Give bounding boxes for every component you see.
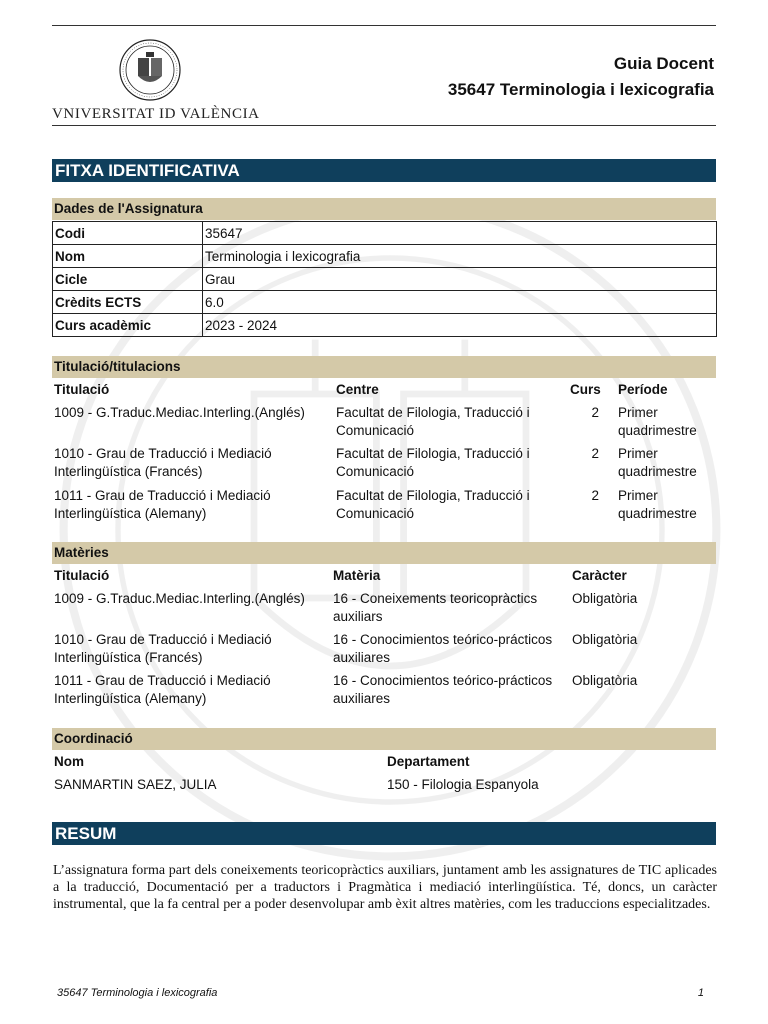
footer-page-number: 1 bbox=[697, 987, 704, 999]
curs-cell: 2 bbox=[591, 446, 599, 461]
titulacions-header: Titulació/titulacions bbox=[52, 356, 716, 378]
col-header-titulacio: Titulació bbox=[54, 568, 110, 583]
table-row bbox=[53, 314, 717, 337]
page-header bbox=[52, 26, 716, 125]
resum-text: L’assignatura forma part dels coneixements teoricopràctics auxiliars, juntament amb les assignatures de TIC aplicades a la traducció, Documentació per a traductors i Pragmàtica i mediació interlingüística. Té, doncs, un caràcter instrumental, que la fa central per a poder desenvolupar amb èxit altres matèries, com les traduccions especialitzades. bbox=[53, 863, 717, 912]
dades-key: Cicle bbox=[53, 268, 203, 291]
caracter-cell: Obligatòria bbox=[572, 591, 638, 606]
resum-bar: RESUM bbox=[52, 822, 716, 845]
col-header-curs: Curs bbox=[570, 382, 601, 397]
titulacio-cell: 1009 - G.Traduc.Mediac.Interling.(Anglés) bbox=[54, 405, 305, 420]
course-heading: 35647 Terminologia i lexicografia bbox=[447, 80, 714, 99]
table-row bbox=[53, 222, 717, 245]
table-row bbox=[53, 245, 717, 268]
curs-cell: 2 bbox=[591, 488, 599, 503]
col-header-caracter: Caràcter bbox=[572, 568, 627, 583]
dades-table bbox=[52, 221, 717, 337]
titulacio-cell: 1010 - Grau de Traducció i Mediació Interlingüística (Francés) bbox=[54, 446, 272, 479]
guide-title bbox=[448, 51, 714, 103]
materies-header: Matèries bbox=[52, 542, 716, 564]
coordinator-name: SANMARTIN SAEZ, JULIA bbox=[54, 777, 217, 792]
footer-course: 35647 Terminologia i lexicografia bbox=[57, 987, 218, 999]
caracter-cell: Obligatòria bbox=[572, 632, 638, 647]
col-header-titulacio: Titulació bbox=[54, 382, 110, 397]
coordinator-department: 150 - Filologia Espanyola bbox=[387, 777, 539, 792]
dades-value: Terminologia i lexicografia bbox=[203, 245, 717, 268]
dades-value: Grau bbox=[203, 268, 717, 291]
fitxa-identificativa-bar: FITXA IDENTIFICATIVA bbox=[52, 159, 716, 182]
dades-key: Nom bbox=[53, 245, 203, 268]
university-logo bbox=[52, 36, 260, 122]
periode-cell: Primer quadrimestre bbox=[618, 446, 697, 479]
university-name: VNIVERSITAT ID VALÈNCIA bbox=[52, 106, 260, 122]
col-header-materia: Matèria bbox=[333, 568, 381, 583]
titulacio-cell: 1009 - G.Traduc.Mediac.Interling.(Anglés) bbox=[54, 591, 305, 606]
titulacio-cell: 1011 - Grau de Traducció i Mediació Interlingüística (Alemany) bbox=[54, 488, 271, 521]
dades-key: Curs acadèmic bbox=[53, 314, 203, 337]
col-header-centre: Centre bbox=[336, 382, 379, 397]
col-header-periode: Període bbox=[618, 382, 668, 397]
col-header-departament: Departament bbox=[387, 754, 470, 769]
centre-cell: Facultat de Filologia, Traducció i Comunicació bbox=[336, 405, 530, 438]
dades-key: Codi bbox=[53, 222, 203, 245]
materia-cell: 16 - Conocimientos teórico-prácticos auxiliares bbox=[333, 673, 553, 706]
dades-value: 35647 bbox=[203, 222, 717, 245]
coordinacio-header: Coordinació bbox=[52, 728, 716, 750]
dades-assignatura-header: Dades de l'Assignatura bbox=[52, 198, 716, 220]
header-rule bbox=[52, 125, 716, 126]
curs-cell: 2 bbox=[591, 405, 599, 420]
dades-key: Crèdits ECTS bbox=[53, 291, 203, 314]
col-header-nom: Nom bbox=[54, 754, 84, 769]
caracter-cell: Obligatòria bbox=[572, 673, 638, 688]
periode-cell: Primer quadrimestre bbox=[618, 488, 697, 521]
materia-cell: 16 - Conocimientos teórico-prácticos auxiliares bbox=[333, 632, 553, 665]
table-row bbox=[53, 291, 717, 314]
periode-cell: Primer quadrimestre bbox=[618, 405, 697, 438]
table-row bbox=[53, 268, 717, 291]
centre-cell: Facultat de Filologia, Traducció i Comunicació bbox=[336, 446, 530, 479]
university-seal-icon bbox=[118, 38, 182, 102]
titulacio-cell: 1010 - Grau de Traducció i Mediació Interlingüística (Francés) bbox=[54, 632, 272, 665]
dades-value: 2023 - 2024 bbox=[203, 314, 717, 337]
materia-cell: 16 - Coneixements teoricopràctics auxiliars bbox=[333, 591, 538, 624]
centre-cell: Facultat de Filologia, Traducció i Comunicació bbox=[336, 488, 530, 521]
guide-label: Guia Docent bbox=[613, 54, 714, 73]
titulacio-cell: 1011 - Grau de Traducció i Mediació Interlingüística (Alemany) bbox=[54, 673, 271, 706]
dades-value: 6.0 bbox=[203, 291, 717, 314]
